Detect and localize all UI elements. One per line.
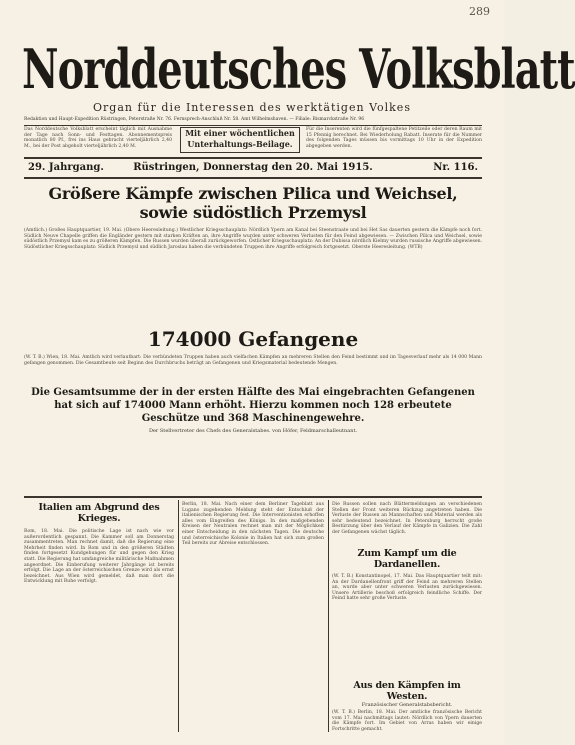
issue-number: Nr. 116. — [433, 162, 478, 173]
summary-headline: Die Gesamtsumme der in der ersten Hälfte des Mai eingebrachten Gefangenen hat sich auf 174000 Mann erhöht. Hierzu kommen noch 128 erbeutete Geschütze und 368 Maschinengewehre. — [31, 387, 475, 424]
dardanellen-headline: Zum Kampf um die Dardanellen. — [357, 548, 457, 570]
advert-notice: Für die Inserenten wird die fünfgespaltene Petitzeile oder deren Raum mit 15 Pfennig berechnet. Bei Wiederholung Rabatt. Inserate für die Nummer des folgenden Tages müssen bis vormittags 10 Uhr in der Expedition abgegeben werden. — [306, 127, 482, 149]
column-italy — [24, 502, 174, 732]
column-right — [332, 502, 482, 732]
rule-date-top — [24, 157, 482, 159]
rule-date-bottom — [24, 177, 482, 179]
main-headline-block — [24, 184, 482, 224]
westen-subhead: Französischer Generalstabsbericht. — [361, 702, 453, 708]
prisoners-report: (W. T. B.) Wien, 18. Mai. Amtlich wird verlautbart: Die verbündeten Truppen haben auch vielfachen Kämpfen an mehreren Stellen den Feind bestimmt und im Tagesverlauf mehr als 14 000 Mann gefangen genommen. Die Gesamtbeute seit Beginn des Durchbruchs beträgt an Gefangenen und Kriegsmaterial bedeutende Mengen. — [24, 355, 482, 366]
italy-headline: Italien am Abgrund des Krieges. — [38, 502, 160, 524]
volume-year: 29. Jahrgang. — [28, 162, 104, 173]
column-middle — [182, 502, 324, 732]
column-divider-2 — [328, 500, 329, 732]
prisoners-headline-block — [24, 327, 482, 353]
italy-text: Rom, 18. Mai. Die politische Lage ist nach wie vor außerordentlich gespannt. Die Kammer soll am Donnerstag zusammentreten. Man rechnet damit, daß die Regierung eine Mehrheit finden wird. In Rom und in den größeren Städten finden fortgesetzt Kundgebungen für und gegen den Krieg statt. Die Regierung hat umfangreiche militärische Maßnahmen angeordnet. Die Einberufung weiterer Jahrgänge ist bereits erfolgt. Die Lage an der österreichischen Grenze wird als ernst bezeichnet. Aus Wien wird gemeldet, daß man dort die Entwicklung mit Ruhe verfolgt. — [24, 529, 174, 585]
westen-headline: Aus den Kämpfen im Westen. — [353, 680, 461, 702]
organ-line: Organ für die Interessen des werktätigen Volkes — [93, 101, 411, 114]
rule-top — [24, 125, 482, 126]
dardanellen-text: (W. T. B.) Konstantinopel, 17. Mai. Das Hauptquartier teilt mit: An der Dardanellenfront griff der Feind an mehreren Stellen an, wurde aber unter schweren Verlusten zurückgewiesen. Unsere Artillerie beschoß erfolgreich feindliche Schiffe. Der Feind hatte sehr große Verluste. — [332, 574, 482, 602]
masthead-title: Norddeutsches Volksblatt — [22, 38, 575, 102]
rule-columns — [24, 496, 482, 498]
westen-text: (W. T. B.) Berlin, 18. Mai. Der amtliche französische Bericht vom 17. Mai nachmittags lautet: Nördlich von Ypern dauerten die Kämpfe fort. Im Gebiet von Arras haben wir einige Fortschritte gemacht. — [332, 710, 482, 732]
column-divider-1 — [178, 500, 179, 732]
main-report: (Amtlich.) Großes Hauptquartier, 19. Mai. (Obere Heeresleitung.) Westlicher Kriegsschauplatz: Nördlich Ypern am Kanal bei Steenstraate und bei Het Sas dauerten gestern die Kämpfe noch fort. Südlich Neuve Chapelle griffen die Engländer gestern mit starken Kräften an, ihre Angriffe wurden unter schweren Verlusten für den Feind abgewiesen. — Zwischen Pilica und Weichsel, sowie südöstlich Przemysl kam es zu größeren Kämpfen. Die Russen wurden überall zurückgeworfen. Östlicher Kriegsschauplatz: An der Dubissa nördlich Kielmy wurden russische Angriffe abgewiesen. Südöstlicher Kriegsschauplatz: Südlich Przemysl und südlich Jaroslau haben die verbündeten Truppen ihre Angriffe erfolgreich fortgesetzt. Oberste Heeresleitung. (WTB) — [24, 228, 482, 250]
main-headline: Größere Kämpfe zwischen Pilica und Weichsel, sowie südöstlich Przemysl — [48, 184, 458, 222]
prisoners-headline: 174000 Gefangene — [147, 327, 359, 351]
page-number: 289 — [469, 5, 490, 18]
middle-text: Berlin, 18. Mai. Nach einer dem Berliner Tageblatt aus Lugano zugehenden Meldung steht der Entschluß der italienischen Regierung fest. Die Interventionisten erhoffen alles vom Eingreifen des Königs. In den maßgebenden Kreisen der Neutralen rechnet man mit der Möglichkeit einer Entscheidung in den nächsten Tagen. Die deutsche und österreichische Kolonie in Italien hat sich zum großen Teil bereits zur Abreise entschlossen. — [182, 502, 324, 547]
right-text: Die Russen sollen nach Blättermeldungen an verschiedenen Stellen der Front weiteren Rückzug angetreten haben. Die Verluste der Russen an Mannschaften und Material werden als sehr bedeutend bezeichnet. In Petersburg herrscht große Bestürzung über den Verlauf der Kämpfe in Galizien. Die Zahl der Gefangenen wächst täglich. — [332, 502, 482, 535]
dateline — [24, 162, 482, 176]
summary-signature: Der Stellvertreter des Chefs des Generalstabes. von Höfer, Feldmarschalleutnant. — [148, 428, 358, 434]
supplement-box: Mit einer wöchentlichen Unterhaltungs-Beilage. — [180, 127, 300, 153]
redaktion-line: Redaktion und Haupt-Expedition Rüstringen, Peterstraße Nr. 76. Fernsprech-Anschluß Nr. 58. Amt Wilhelmshaven. — Filiale: Bismarckstraße Nr. 96 — [24, 117, 365, 122]
summary-block — [24, 386, 482, 468]
subscription-notice: Das Norddeutsche Volksblatt erscheint täglich mit Ausnahme der Tage nach Sonn- und Festtagen. Abonnementspreis monatlich 80 Pf., frei ins Haus gebracht vierteljährlich 2,40 M., bei der Post abgeholt vierteljährlich 2,40 M. — [24, 127, 172, 149]
place-date: Rüstringen, Donnerstag den 20. Mai 1915. — [133, 162, 373, 173]
